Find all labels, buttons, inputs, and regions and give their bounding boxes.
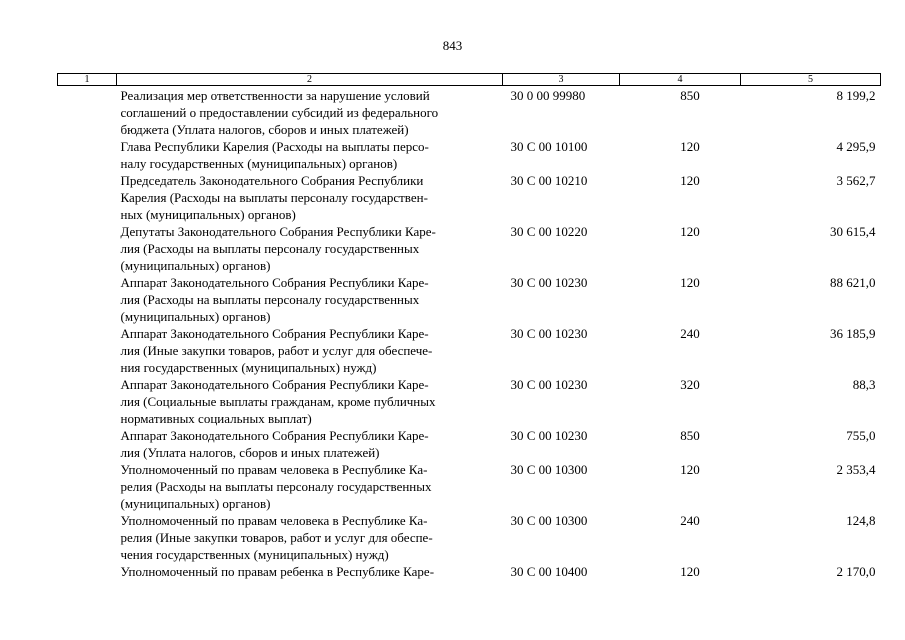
row-expense-type: 850	[680, 428, 700, 443]
row-number-cell	[58, 223, 117, 274]
row-description-line: релия (Расходы на выплаты персоналу государственных	[120, 479, 432, 494]
row-target-code: 30 С 00 10230	[510, 377, 588, 392]
row-description-line: ных (муниципальных) органов)	[120, 207, 296, 222]
table-row	[58, 563, 881, 580]
table-body	[58, 86, 881, 581]
row-expense-type: 120	[680, 224, 700, 239]
row-description-line: бюджета (Уплата налогов, сборов и иных платежей)	[120, 122, 409, 137]
row-expense-type: 850	[680, 88, 700, 103]
row-number-cell	[58, 274, 117, 325]
header-col-5: 5	[741, 74, 881, 86]
row-description	[117, 376, 503, 427]
table-row	[58, 274, 881, 325]
row-target-code: 30 С 00 10100	[510, 139, 588, 154]
row-amount: 88,3	[852, 377, 876, 392]
row-expense-type: 120	[680, 462, 700, 477]
row-description	[117, 563, 503, 580]
row-description	[117, 512, 503, 563]
row-description-line: Председатель Законодательного Собрания Республики	[120, 173, 424, 188]
table-row	[58, 138, 881, 172]
row-target-code: 30 С 00 10230	[510, 428, 588, 443]
row-amount: 88 621,0	[830, 275, 876, 290]
row-expense-type: 240	[680, 513, 700, 528]
row-description	[117, 172, 503, 223]
table-row	[58, 512, 881, 563]
row-description-line: Депутаты Законодательного Собрания Республики Каре-	[120, 224, 436, 239]
budget-table	[57, 73, 881, 580]
row-description-line: Аппарат Законодательного Собрания Республики Каре-	[120, 275, 429, 290]
header-col-1: 1	[58, 74, 117, 86]
row-description	[117, 461, 503, 512]
row-description-line: Уполномоченный по правам человека в Республике Ка-	[120, 462, 428, 477]
row-amount: 124,8	[846, 513, 876, 528]
table-row	[58, 461, 881, 512]
row-amount: 30 615,4	[830, 224, 876, 239]
row-description-line: Реализация мер ответственности за нарушение условий	[120, 88, 430, 103]
row-target-code: 30 С 00 10400	[510, 564, 588, 579]
row-amount: 8 199,2	[836, 88, 876, 103]
row-description-line: Аппарат Законодательного Собрания Республики Каре-	[120, 326, 429, 341]
row-description-line: ния государственных (муниципальных) нужд)	[120, 360, 377, 375]
table-row	[58, 172, 881, 223]
row-number-cell	[58, 427, 117, 461]
row-number-cell	[58, 172, 117, 223]
row-target-code: 30 С 00 10300	[510, 513, 588, 528]
row-description	[117, 274, 503, 325]
row-description-line: (муниципальных) органов)	[120, 309, 271, 324]
row-target-code: 30 С 00 10230	[510, 275, 588, 290]
row-description-line: Карелия (Расходы на выплаты персоналу государствен-	[120, 190, 428, 205]
row-expense-type: 120	[680, 173, 700, 188]
table-row	[58, 325, 881, 376]
row-description-line: налу государственных (муниципальных) органов)	[120, 156, 398, 171]
row-amount: 36 185,9	[830, 326, 876, 341]
row-amount: 2 353,4	[836, 462, 876, 477]
row-target-code: 30 С 00 10230	[510, 326, 588, 341]
row-number-cell	[58, 86, 117, 139]
table-row	[58, 376, 881, 427]
row-expense-type: 120	[680, 275, 700, 290]
row-description-line: лия (Иные закупки товаров, работ и услуг для обеспече-	[120, 343, 433, 358]
row-target-code: 30 С 00 10300	[510, 462, 588, 477]
row-number-cell	[58, 138, 117, 172]
row-number-cell	[58, 325, 117, 376]
row-number-cell	[58, 563, 117, 580]
row-number-cell	[58, 512, 117, 563]
row-expense-type: 320	[680, 377, 700, 392]
row-description-line: Уполномоченный по правам ребенка в Республике Каре-	[120, 564, 435, 579]
table-header-row	[58, 74, 881, 86]
header-col-3: 3	[503, 74, 620, 86]
row-expense-type: 120	[680, 564, 700, 579]
row-description	[117, 427, 503, 461]
row-description-line: Глава Республики Карелия (Расходы на выплаты персо-	[120, 139, 429, 154]
row-description-line: (муниципальных) органов)	[120, 496, 271, 511]
row-description-line: лия (Уплата налогов, сборов и иных платежей)	[120, 445, 380, 460]
row-description-line: лия (Социальные выплаты гражданам, кроме публичных	[120, 394, 436, 409]
row-description	[117, 325, 503, 376]
row-description-line: лия (Расходы на выплаты персоналу государственных	[120, 292, 420, 307]
row-amount: 755,0	[846, 428, 876, 443]
header-col-2: 2	[117, 74, 503, 86]
row-amount: 3 562,7	[836, 173, 876, 188]
row-description	[117, 86, 503, 139]
row-amount: 4 295,9	[836, 139, 876, 154]
table-row	[58, 86, 881, 139]
row-description-line: Аппарат Законодательного Собрания Республики Каре-	[120, 377, 429, 392]
row-expense-type: 120	[680, 139, 700, 154]
header-col-4: 4	[620, 74, 741, 86]
row-description-line: чения государственных (муниципальных) нужд)	[120, 547, 389, 562]
row-description-line: соглашений о предоставлении субсидий из федерального	[120, 105, 439, 120]
row-description-line: релия (Иные закупки товаров, работ и услуг для обеспе-	[120, 530, 433, 545]
row-target-code: 30 0 00 99980	[510, 88, 586, 103]
row-description	[117, 138, 503, 172]
row-target-code: 30 С 00 10220	[510, 224, 588, 239]
table-row	[58, 223, 881, 274]
row-description	[117, 223, 503, 274]
row-number-cell	[58, 376, 117, 427]
table-row	[58, 427, 881, 461]
row-description-line: (муниципальных) органов)	[120, 258, 271, 273]
row-description-line: нормативных социальных выплат)	[120, 411, 312, 426]
row-target-code: 30 С 00 10210	[510, 173, 588, 188]
row-description-line: Аппарат Законодательного Собрания Республики Каре-	[120, 428, 429, 443]
page-number: 843	[442, 38, 463, 53]
row-amount: 2 170,0	[836, 564, 876, 579]
row-description-line: лия (Расходы на выплаты персоналу государственных	[120, 241, 420, 256]
row-number-cell	[58, 461, 117, 512]
row-expense-type: 240	[680, 326, 700, 341]
row-description-line: Уполномоченный по правам человека в Республике Ка-	[120, 513, 428, 528]
